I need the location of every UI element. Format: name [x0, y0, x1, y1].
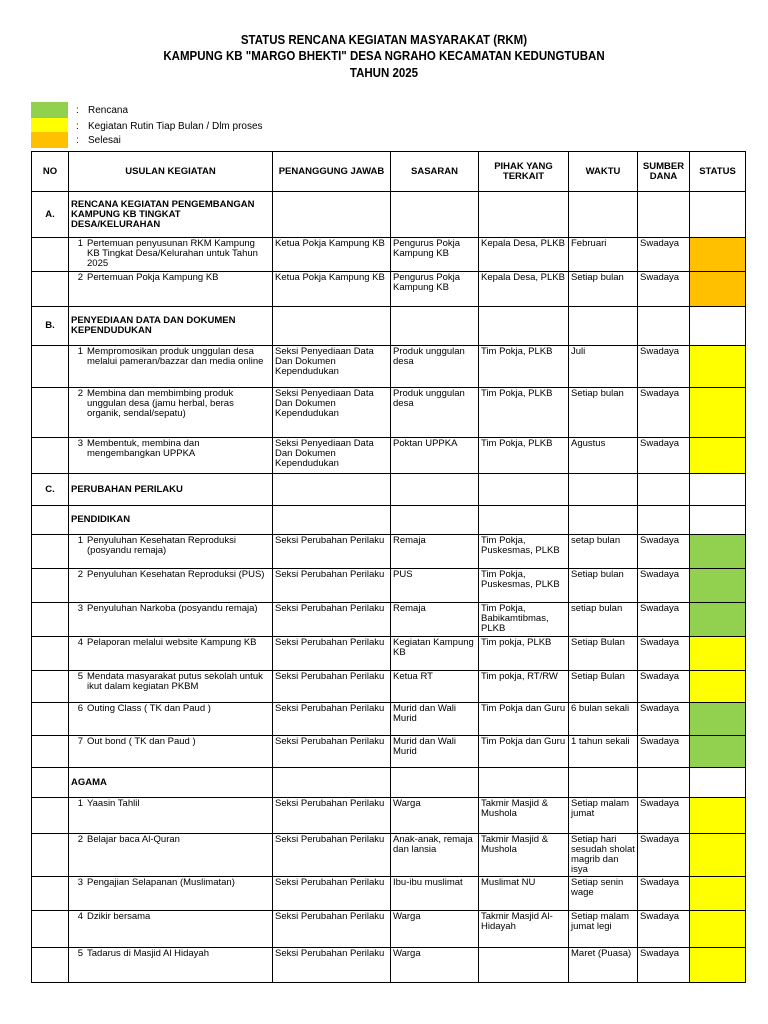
cell-sumber-dana: Swadaya: [638, 438, 690, 474]
cell-penanggung-jawab: Ketua Pokja Kampung KB: [273, 238, 391, 272]
cell-usulan: [69, 703, 273, 736]
item-number: 5: [77, 671, 83, 682]
cell-penanggung-jawab: Seksi Perubahan Perilaku: [273, 948, 391, 983]
cell-no: [32, 877, 69, 911]
cell-waktu: Februari: [569, 238, 638, 272]
cell-sumber-dana: Swadaya: [638, 948, 690, 983]
status-cell: [690, 346, 746, 388]
cell-sasaran: Murid dan Wali Murid: [391, 703, 479, 736]
table-row: [32, 834, 746, 877]
status-cell: [690, 603, 746, 637]
col-header-status: STATUS: [690, 152, 746, 192]
col-header-no: NO: [32, 152, 69, 192]
cell-waktu: 1 tahun sekali: [569, 736, 638, 768]
cell-pihak-terkait: Tim Pokja dan Guru: [479, 703, 569, 736]
cell-usulan: [69, 798, 273, 834]
col-header-pj: PENANGGUNG JAWAB: [273, 152, 391, 192]
cell-usulan: [69, 948, 273, 983]
cell-sumber-dana: Swadaya: [638, 569, 690, 603]
status-cell: [690, 438, 746, 474]
cell-pihak-terkait: Tim pokja, PLKB: [479, 637, 569, 671]
table-row: [32, 535, 746, 569]
item-number: 2: [77, 272, 83, 283]
item-number: 6: [77, 703, 83, 714]
cell-pihak-terkait: [479, 948, 569, 983]
status-cell: [690, 703, 746, 736]
col-header-pihak: PIHAK YANG TERKAIT: [479, 152, 569, 192]
table-row: [32, 948, 746, 983]
table-row: [32, 798, 746, 834]
legend-colon: :: [76, 134, 79, 146]
cell-usulan: [69, 603, 273, 637]
item-number: 3: [77, 877, 83, 888]
cell-sasaran: Ibu-ibu muslimat: [391, 877, 479, 911]
cell-sumber-dana: Swadaya: [638, 736, 690, 768]
document-title: STATUS RENCANA KEGIATAN MASYARAKAT (RKM): [240, 33, 528, 47]
cell-sumber-dana: Swadaya: [638, 238, 690, 272]
table-row: [32, 346, 746, 388]
table-row: [32, 671, 746, 703]
item-kegiatan: Outing Class ( TK dan Paud ): [87, 703, 211, 714]
cell-waktu: setap bulan: [569, 535, 638, 569]
cell-sasaran: Warga: [391, 948, 479, 983]
cell-sasaran: Pengurus Pokja Kampung KB: [391, 272, 479, 307]
cell-sumber-dana: Swadaya: [638, 671, 690, 703]
cell-waktu: Maret (Puasa): [569, 948, 638, 983]
cell-usulan: [69, 272, 273, 307]
item-number: 2: [77, 388, 83, 399]
cell-usulan: [69, 569, 273, 603]
cell-sasaran: Pengurus Pokja Kampung KB: [391, 238, 479, 272]
legend-swatch-green: [31, 102, 68, 118]
status-cell: [690, 798, 746, 834]
cell-penanggung-jawab: Seksi Perubahan Perilaku: [273, 637, 391, 671]
legend-label: Kegiatan Rutin Tiap Bulan / Dlm proses: [88, 120, 263, 132]
cell-penanggung-jawab: Seksi Perubahan Perilaku: [273, 877, 391, 911]
cell-no: [32, 637, 69, 671]
cell-waktu: Setiap bulan: [569, 569, 638, 603]
cell-no: [32, 535, 69, 569]
cell-pihak-terkait: Tim Pokja dan Guru: [479, 736, 569, 768]
col-header-waktu: WAKTU: [569, 152, 638, 192]
cell-sasaran: Poktan UPPKA: [391, 438, 479, 474]
subsection-title: AGAMA: [69, 768, 273, 798]
item-number: 1: [77, 535, 83, 546]
table-body: [32, 192, 746, 983]
item-kegiatan: Penyuluhan Narkoba (posyandu remaja): [87, 603, 258, 614]
cell-waktu: Juli: [569, 346, 638, 388]
cell-pihak-terkait: Tim Pokja, Puskesmas, PLKB: [479, 569, 569, 603]
cell-usulan: [69, 346, 273, 388]
item-number: 7: [77, 736, 83, 747]
table-row: [32, 877, 746, 911]
table-row: [32, 388, 746, 438]
legend-colon: :: [76, 104, 79, 116]
cell-sumber-dana: Swadaya: [638, 603, 690, 637]
cell-sasaran: Kegiatan Kampung KB: [391, 637, 479, 671]
col-header-sumber: SUMBER DANA: [638, 152, 690, 192]
cell-no: [32, 272, 69, 307]
status-cell: [690, 272, 746, 307]
cell-sumber-dana: Swadaya: [638, 703, 690, 736]
subsection-row-pendidikan: [32, 506, 746, 535]
cell-sasaran: Anak-anak, remaja dan lansia: [391, 834, 479, 877]
item-kegiatan: Dzikir bersama: [87, 911, 151, 922]
legend-label: Selesai: [88, 134, 121, 146]
item-number: 3: [77, 603, 83, 614]
cell-no: [32, 798, 69, 834]
cell-pihak-terkait: Tim pokja, RT/RW: [479, 671, 569, 703]
cell-usulan: [69, 438, 273, 474]
cell-sumber-dana: Swadaya: [638, 346, 690, 388]
cell-usulan: [69, 535, 273, 569]
item-kegiatan: Mendata masyarakat putus sekolah untuk ikut dalam kegiatan PKBM: [87, 671, 263, 692]
cell-sasaran: Remaja: [391, 535, 479, 569]
item-number: 2: [77, 834, 83, 845]
item-kegiatan: Membina dan membimbing produk unggulan desa (jamu herbal, beras organik, sendal/sepatu): [87, 388, 234, 419]
legend-item-rencana: [31, 102, 128, 118]
status-cell: [690, 238, 746, 272]
cell-no: [32, 569, 69, 603]
item-kegiatan: Penyuluhan Kesehatan Reproduksi (posyandu remaja): [87, 535, 236, 556]
cell-pihak-terkait: Takmir Masjid & Mushola: [479, 798, 569, 834]
cell-sasaran: PUS: [391, 569, 479, 603]
cell-penanggung-jawab: Seksi Perubahan Perilaku: [273, 671, 391, 703]
cell-sasaran: Produk unggulan desa: [391, 346, 479, 388]
cell-sasaran: Remaja: [391, 603, 479, 637]
cell-penanggung-jawab: Seksi Perubahan Perilaku: [273, 911, 391, 948]
cell-pihak-terkait: Kepala Desa, PLKB: [479, 272, 569, 307]
cell-sasaran: Produk unggulan desa: [391, 388, 479, 438]
section-row-b: [32, 307, 746, 346]
cell-sumber-dana: Swadaya: [638, 911, 690, 948]
table-row: [32, 272, 746, 307]
legend-swatch-orange: [31, 132, 68, 148]
cell-usulan: [69, 388, 273, 438]
cell-usulan: [69, 238, 273, 272]
item-kegiatan: Belajar baca Al-Quran: [87, 834, 180, 845]
cell-usulan: [69, 736, 273, 768]
item-kegiatan: Pertemuan penyusunan RKM Kampung KB Tingkat Desa/Kelurahan untuk Tahun 2025: [87, 238, 258, 269]
table-row: [32, 603, 746, 637]
cell-sasaran: Murid dan Wali Murid: [391, 736, 479, 768]
cell-waktu: Setiap Bulan: [569, 637, 638, 671]
cell-sumber-dana: Swadaya: [638, 272, 690, 307]
item-kegiatan: Pengajian Selapanan (Muslimatan): [87, 877, 235, 888]
cell-usulan: [69, 877, 273, 911]
table-row: [32, 637, 746, 671]
legend-colon: :: [76, 120, 79, 132]
table-row: [32, 569, 746, 603]
cell-no: [32, 388, 69, 438]
cell-usulan: [69, 637, 273, 671]
status-cell: [690, 911, 746, 948]
legend-label: Rencana: [88, 104, 129, 116]
document-subtitle: KAMPUNG KB "MARGO BHEKTI" DESA NGRAHO KECAMATAN KEDUNGTUBAN: [163, 49, 605, 63]
cell-no: [32, 438, 69, 474]
cell-penanggung-jawab: Seksi Perubahan Perilaku: [273, 798, 391, 834]
cell-penanggung-jawab: Seksi Penyediaan Data Dan Dokumen Kependudukan: [273, 438, 391, 474]
table-header-row: [32, 152, 746, 192]
rkm-status-table: [31, 151, 746, 983]
item-number: 1: [77, 238, 83, 249]
cell-sasaran: Ketua RT: [391, 671, 479, 703]
status-cell: [690, 736, 746, 768]
section-title: PENYEDIAAN DATA DAN DOKUMEN KEPENDUDUKAN: [69, 307, 273, 346]
cell-waktu: Setiap malam jumat: [569, 798, 638, 834]
cell-pihak-terkait: Tim Pokja, PLKB: [479, 388, 569, 438]
cell-penanggung-jawab: Seksi Perubahan Perilaku: [273, 569, 391, 603]
status-cell: [690, 877, 746, 911]
subsection-row-agama: [32, 768, 746, 798]
item-kegiatan: Mempromosikan produk unggulan desa melalui pameran/bazzar dan media online: [87, 346, 264, 367]
item-number: 5: [77, 948, 83, 959]
status-cell: [690, 948, 746, 983]
cell-sumber-dana: Swadaya: [638, 834, 690, 877]
cell-pihak-terkait: Tim Pokja, Babikamtibmas, PLKB: [479, 603, 569, 637]
cell-usulan: [69, 671, 273, 703]
item-kegiatan: Tadarus di Masjid Al Hidayah: [87, 948, 209, 959]
section-number: B.: [32, 307, 69, 346]
cell-no: [32, 346, 69, 388]
table-row: [32, 911, 746, 948]
subsection-title: PENDIDIKAN: [69, 506, 273, 535]
cell-pihak-terkait: Tim Pokja, PLKB: [479, 438, 569, 474]
cell-no: [32, 911, 69, 948]
cell-waktu: setiap bulan: [569, 603, 638, 637]
cell-no: [32, 834, 69, 877]
cell-no: [32, 703, 69, 736]
cell-penanggung-jawab: Seksi Perubahan Perilaku: [273, 603, 391, 637]
cell-penanggung-jawab: Ketua Pokja Kampung KB: [273, 272, 391, 307]
table-row: [32, 238, 746, 272]
item-kegiatan: Out bond ( TK dan Paud ): [87, 736, 196, 747]
legend-item-selesai: [31, 132, 121, 148]
cell-pihak-terkait: Takmir Masjid Al-Hidayah: [479, 911, 569, 948]
item-number: 4: [77, 637, 83, 648]
cell-sasaran: Warga: [391, 798, 479, 834]
cell-penanggung-jawab: Seksi Penyediaan Data Dan Dokumen Kependudukan: [273, 346, 391, 388]
cell-sasaran: Warga: [391, 911, 479, 948]
cell-penanggung-jawab: Seksi Perubahan Perilaku: [273, 736, 391, 768]
cell-sumber-dana: Swadaya: [638, 877, 690, 911]
cell-waktu: 6 bulan sekali: [569, 703, 638, 736]
cell-no: [32, 603, 69, 637]
document-year: TAHUN 2025: [349, 66, 419, 80]
cell-penanggung-jawab: Seksi Penyediaan Data Dan Dokumen Kependudukan: [273, 388, 391, 438]
table-row: [32, 703, 746, 736]
item-number: 2: [77, 569, 83, 580]
item-number: 3: [77, 438, 83, 449]
col-header-usulan: USULAN KEGIATAN: [69, 152, 273, 192]
cell-pihak-terkait: Tim Pokja, PLKB: [479, 346, 569, 388]
section-title: PERUBAHAN PERILAKU: [69, 474, 273, 506]
col-header-sasaran: SASARAN: [391, 152, 479, 192]
cell-waktu: Setiap malam jumat legi: [569, 911, 638, 948]
cell-pihak-terkait: Takmir Masjid & Mushola: [479, 834, 569, 877]
cell-waktu: Setiap senin wage: [569, 877, 638, 911]
cell-penanggung-jawab: Seksi Perubahan Perilaku: [273, 703, 391, 736]
status-cell: [690, 834, 746, 877]
status-cell: [690, 569, 746, 603]
status-cell: [690, 671, 746, 703]
item-number: 1: [77, 346, 83, 357]
item-kegiatan: Membentuk, membina dan mengembangkan UPPKA: [87, 438, 200, 459]
status-cell: [690, 388, 746, 438]
section-number: C.: [32, 474, 69, 506]
cell-waktu: Agustus: [569, 438, 638, 474]
section-title: RENCANA KEGIATAN PENGEMBANGAN KAMPUNG KB TINGKAT DESA/KELURAHAN: [69, 192, 273, 238]
item-kegiatan: Pelaporan melalui website Kampung KB: [87, 637, 257, 648]
table-row: [32, 438, 746, 474]
status-cell: [690, 535, 746, 569]
cell-no: [32, 736, 69, 768]
cell-waktu: Setiap bulan: [569, 272, 638, 307]
section-number: A.: [32, 192, 69, 238]
cell-sumber-dana: Swadaya: [638, 637, 690, 671]
cell-penanggung-jawab: Seksi Perubahan Perilaku: [273, 834, 391, 877]
item-kegiatan: Yaasin Tahlil: [87, 798, 140, 809]
item-kegiatan: Penyuluhan Kesehatan Reproduksi (PUS): [87, 569, 265, 580]
table-row: [32, 736, 746, 768]
section-row-a: [32, 192, 746, 238]
cell-pihak-terkait: Muslimat NU: [479, 877, 569, 911]
cell-sumber-dana: Swadaya: [638, 388, 690, 438]
cell-penanggung-jawab: Seksi Perubahan Perilaku: [273, 535, 391, 569]
cell-usulan: [69, 834, 273, 877]
section-row-c: [32, 474, 746, 506]
status-cell: [690, 637, 746, 671]
cell-waktu: Setiap hari sesudah sholat magrib dan isya: [569, 834, 638, 877]
cell-no: [32, 948, 69, 983]
item-number: 1: [77, 798, 83, 809]
cell-pihak-terkait: Tim Pokja, Puskesmas, PLKB: [479, 535, 569, 569]
cell-no: [32, 238, 69, 272]
item-number: 4: [77, 911, 83, 922]
cell-usulan: [69, 911, 273, 948]
item-kegiatan: Pertemuan Pokja Kampung KB: [87, 272, 219, 283]
cell-waktu: Setiap bulan: [569, 388, 638, 438]
cell-sumber-dana: Swadaya: [638, 798, 690, 834]
cell-sumber-dana: Swadaya: [638, 535, 690, 569]
cell-no: [32, 671, 69, 703]
cell-waktu: Setiap Bulan: [569, 671, 638, 703]
cell-pihak-terkait: Kepala Desa, PLKB: [479, 238, 569, 272]
